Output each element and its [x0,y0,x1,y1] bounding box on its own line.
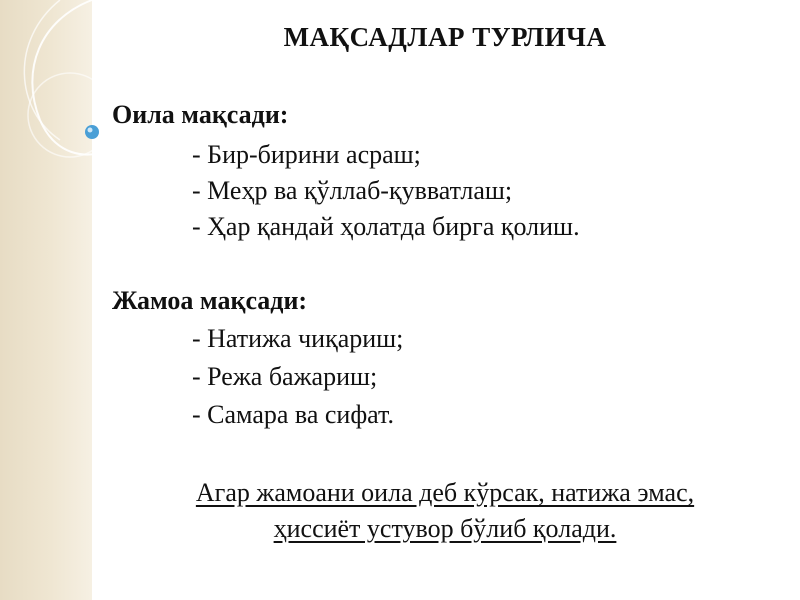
blue-dot-icon [82,122,102,142]
conclusion-line-2: ҳиссиёт устувор бўлиб қолади. [273,514,617,543]
decorative-side-panel [0,0,92,600]
family-goal-heading: Оила мақсади: [112,100,289,129]
team-goal-item: - Режа бажариш; [192,362,378,391]
conclusion-text [110,475,780,547]
team-goal-heading: Жамоа мақсади: [112,286,308,315]
family-goal-item: - Бир-бирини асраш; [192,140,421,169]
family-goal-item: - Меҳр ва қўллаб-қувватлаш; [192,176,513,205]
slide-title: МАҚСАДЛАР ТУРЛИЧА [283,22,607,52]
conclusion-line-1: Агар жамоани оила деб кўрсак, натижа эмас, [195,478,695,507]
team-goal-item: - Натижа чиқариш; [192,324,404,353]
team-goal-item: - Самара ва сифат. [192,400,394,429]
family-goal-item: - Ҳар қандай ҳолатда бирга қолиш. [192,212,580,241]
